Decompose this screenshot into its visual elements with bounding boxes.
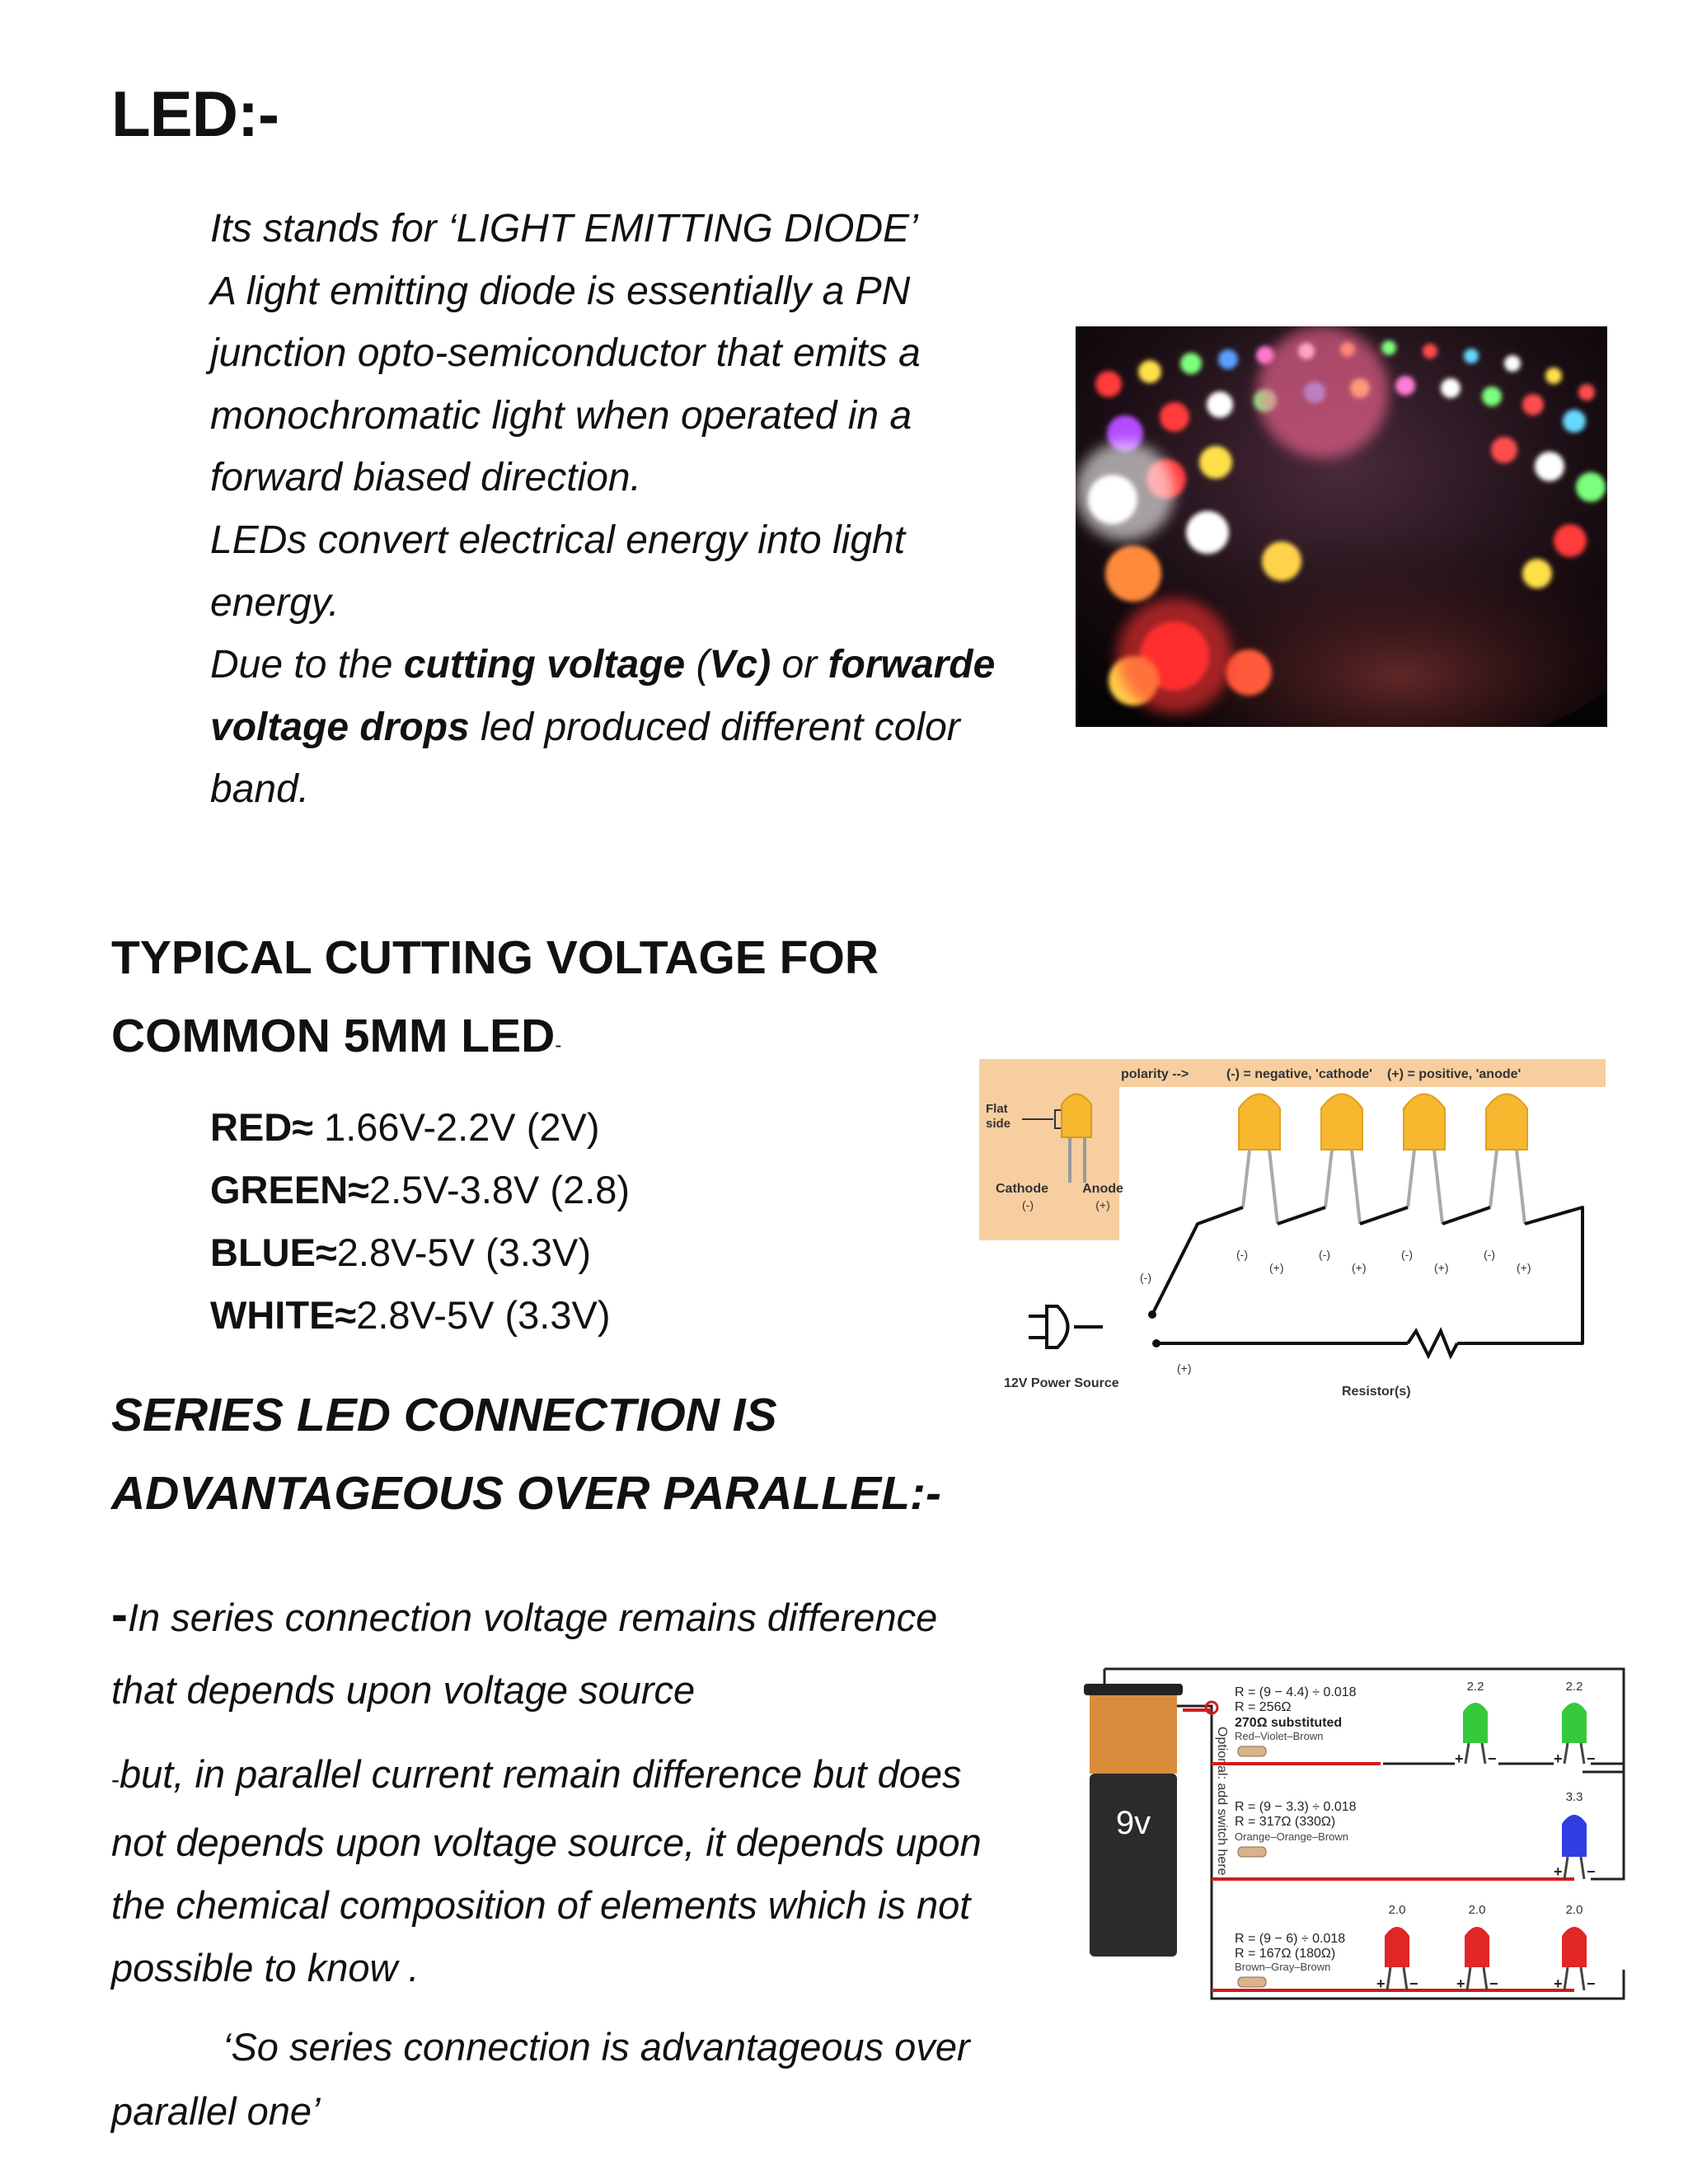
heading-line: SERIES LED CONNECTION IS bbox=[111, 1389, 777, 1441]
voltage-value: 2.8V-5V (3.3V) bbox=[336, 1230, 592, 1274]
series-led-diagram bbox=[979, 1059, 1606, 1405]
paragraph-line: not depends upon voltage source, it depends upon bbox=[111, 1821, 982, 1864]
polarity-minus: − bbox=[1587, 1750, 1596, 1767]
voltage-item-white bbox=[210, 1284, 630, 1347]
polarity-minus: (-) bbox=[1140, 1271, 1151, 1284]
power-source-label: 12V Power Source bbox=[1004, 1376, 1119, 1390]
led-voltage: 2.0 bbox=[1388, 1903, 1406, 1917]
polarity-plus: + bbox=[1554, 1863, 1563, 1880]
heading-line: TYPICAL CUTTING VOLTAGE FOR bbox=[111, 931, 879, 984]
polarity-plus: + bbox=[1554, 1975, 1563, 1992]
led-voltage: 2.2 bbox=[1565, 1680, 1583, 1694]
resistor-calc: R = 256Ω bbox=[1235, 1700, 1292, 1714]
resistor-icon bbox=[1238, 1746, 1266, 1756]
paragraph-line: ‘So series connection is advantageous over bbox=[223, 2025, 970, 2069]
paragraph-line: possible to know . bbox=[111, 1946, 420, 1990]
intro-line bbox=[210, 634, 1034, 696]
color-name: RED≈ bbox=[210, 1105, 314, 1149]
polarity-plus: + bbox=[1456, 1975, 1465, 1992]
resistor-icon bbox=[1238, 1847, 1266, 1857]
intro-line: monochromatic light when operated in a bbox=[210, 393, 912, 438]
voltage-item-green bbox=[210, 1159, 630, 1221]
heading-line: ADVANTAGEOUS OVER PARALLEL:- bbox=[111, 1467, 941, 1520]
resistor-calc: R = 317Ω (330Ω) bbox=[1235, 1815, 1336, 1829]
battery-9v bbox=[1084, 1684, 1183, 1957]
paragraph-line bbox=[111, 1743, 982, 1811]
intro-line: junction opto-semiconductor that emits a bbox=[210, 331, 921, 376]
intro-line: forward biased direction. bbox=[210, 456, 641, 500]
paragraph-line: that depends upon voltage source bbox=[111, 1668, 696, 1712]
intro-line: band. bbox=[210, 767, 310, 812]
voltage-section-heading bbox=[111, 919, 879, 1085]
resistor-calc: R = (9 − 4.4) ÷ 0.018 bbox=[1235, 1685, 1357, 1699]
anode-sign: (+) bbox=[1095, 1198, 1110, 1212]
led-voltage: 2.2 bbox=[1466, 1680, 1484, 1694]
polarity-minus: (-) bbox=[1484, 1248, 1495, 1261]
polarity-minus: − bbox=[1489, 1975, 1498, 1992]
color-name: WHITE≈ bbox=[210, 1293, 357, 1337]
polarity-plus: (+) bbox=[1269, 1261, 1284, 1274]
color-name: BLUE≈ bbox=[210, 1230, 337, 1274]
series-paragraph bbox=[111, 1578, 937, 1727]
voltage-item-red bbox=[210, 1096, 630, 1159]
battery-led-circuit-diagram bbox=[1080, 1661, 1632, 2007]
paragraph-line bbox=[111, 1578, 937, 1654]
text-run: led produced different color bbox=[469, 705, 960, 749]
anode-label: Anode bbox=[1082, 1182, 1123, 1196]
voltage-list bbox=[210, 1096, 630, 1347]
side-label: side bbox=[986, 1117, 1011, 1131]
bold-term: forwarde bbox=[828, 643, 996, 687]
battery-label: 9v bbox=[1115, 1805, 1151, 1841]
page-title: LED:- bbox=[111, 77, 279, 150]
intro-line: LEDs convert electrical energy into light bbox=[210, 518, 906, 562]
intro-line: A light emitting diode is essentially a PN bbox=[210, 269, 911, 313]
color-name: GREEN≈ bbox=[210, 1168, 369, 1212]
resistor-color-code: Brown–Gray–Brown bbox=[1235, 1961, 1331, 1973]
negative-legend: (-) = negative, 'cathode' bbox=[1226, 1067, 1372, 1081]
intro-paragraph bbox=[210, 198, 1034, 821]
polarity-plus: (+) bbox=[1177, 1361, 1192, 1375]
series-section-heading bbox=[111, 1376, 941, 1533]
paragraph-line: parallel one’ bbox=[111, 2089, 321, 2133]
resistor-color-code: Orange–Orange–Brown bbox=[1235, 1830, 1349, 1843]
polarity-plus: + bbox=[1554, 1750, 1563, 1767]
dash-mark: - bbox=[111, 1586, 128, 1642]
voltage-value: 2.8V-5V (3.3V) bbox=[356, 1293, 611, 1337]
polarity-label: polarity --> bbox=[1121, 1067, 1189, 1081]
intro-line: Its stands for ‘LIGHT EMITTING DIODE’ bbox=[210, 207, 918, 251]
polarity-minus: − bbox=[1488, 1750, 1497, 1767]
heading-dash: - bbox=[555, 1034, 562, 1057]
flat-label: Flat bbox=[986, 1102, 1008, 1116]
polarity-plus: (+) bbox=[1352, 1261, 1367, 1274]
resistor-color-code: Red–Violet–Brown bbox=[1235, 1730, 1324, 1742]
heading-line bbox=[111, 997, 879, 1085]
led-voltage: 2.0 bbox=[1565, 1903, 1583, 1917]
text-run: Due to the bbox=[210, 643, 404, 687]
positive-legend: (+) = positive, 'anode' bbox=[1387, 1067, 1522, 1081]
bold-term: voltage drops bbox=[210, 705, 470, 749]
text-run: but, in parallel current remain difference but does bbox=[120, 1752, 962, 1796]
polarity-plus: (+) bbox=[1434, 1261, 1449, 1274]
paragraph-line: the chemical composition of elements which is not bbox=[111, 1883, 971, 1927]
voltage-value: 1.66V-2.2V (2V) bbox=[313, 1105, 600, 1149]
parallel-paragraph bbox=[111, 1743, 982, 1999]
polarity-minus: (-) bbox=[1319, 1248, 1330, 1261]
led-voltage: 2.0 bbox=[1468, 1903, 1486, 1917]
bold-term: cutting voltage bbox=[403, 643, 686, 687]
dash-mark: - bbox=[111, 1766, 120, 1793]
polarity-plus: + bbox=[1376, 1975, 1386, 1992]
heading-text: COMMON 5MM LED bbox=[111, 1010, 556, 1062]
polarity-minus: (-) bbox=[1236, 1248, 1248, 1261]
led-photo bbox=[1076, 326, 1607, 727]
resistor-calc: R = 167Ω (180Ω) bbox=[1235, 1947, 1336, 1961]
polarity-minus: (-) bbox=[1401, 1248, 1413, 1261]
cathode-sign: (-) bbox=[1022, 1198, 1034, 1212]
intro-line bbox=[210, 696, 1034, 759]
polarity-minus: − bbox=[1409, 1975, 1418, 1992]
polarity-plus: (+) bbox=[1517, 1261, 1531, 1274]
polarity-plus: + bbox=[1455, 1750, 1464, 1767]
cathode-label: Cathode bbox=[996, 1182, 1048, 1196]
text-run: ( bbox=[685, 643, 710, 687]
text-run: or bbox=[771, 643, 828, 687]
resistor-calc: R = (9 − 6) ÷ 0.018 bbox=[1235, 1932, 1346, 1946]
intro-line: energy. bbox=[210, 580, 340, 625]
resistor-calc: 270Ω substituted bbox=[1235, 1716, 1343, 1730]
switch-note: Optional: add switch here bbox=[1215, 1727, 1229, 1876]
polarity-minus: − bbox=[1587, 1975, 1596, 1992]
resistor-calc: R = (9 − 3.3) ÷ 0.018 bbox=[1235, 1800, 1357, 1814]
bold-term: Vc) bbox=[709, 643, 771, 687]
resistor-label: Resistor(s) bbox=[1342, 1385, 1411, 1399]
polarity-minus: − bbox=[1587, 1863, 1596, 1880]
resistor-icon bbox=[1238, 1977, 1266, 1987]
text-run: In series connection voltage remains difference bbox=[127, 1596, 938, 1639]
voltage-item-blue bbox=[210, 1221, 630, 1284]
conclusion-quote bbox=[111, 2015, 970, 2144]
voltage-value: 2.5V-3.8V (2.8) bbox=[368, 1168, 631, 1212]
led-voltage: 3.3 bbox=[1565, 1790, 1583, 1804]
